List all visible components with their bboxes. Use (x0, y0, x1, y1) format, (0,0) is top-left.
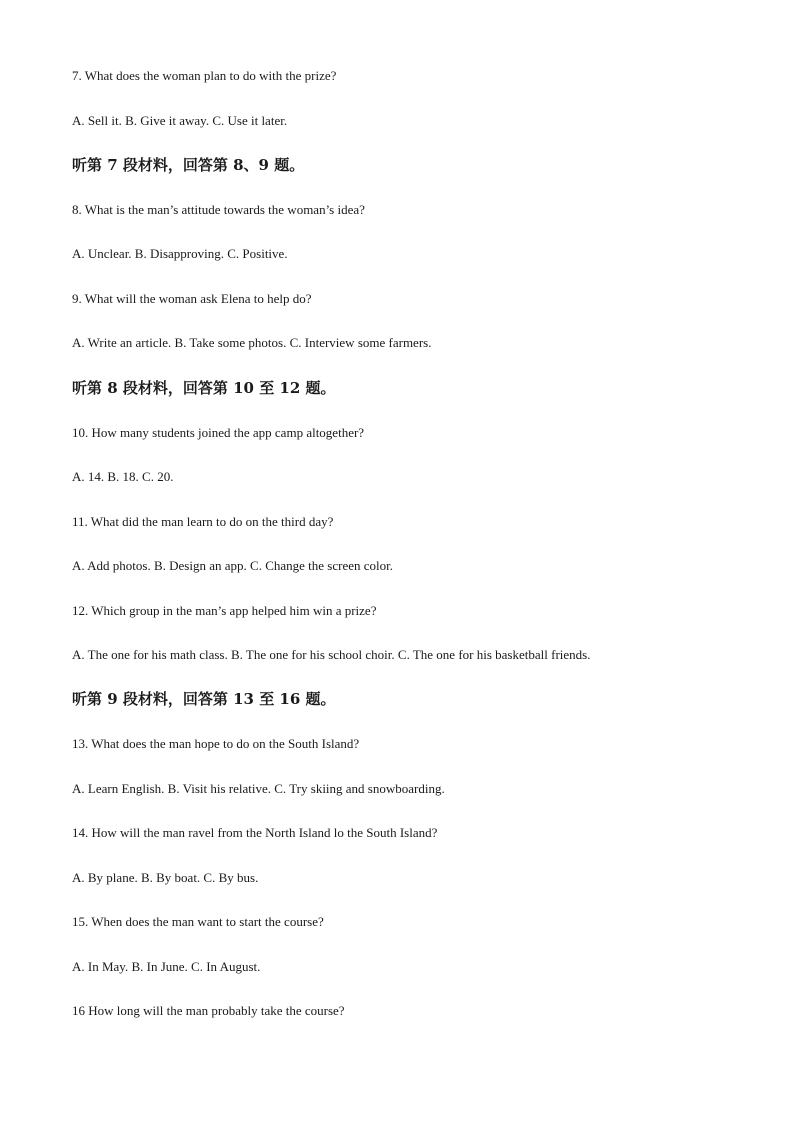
options-14: A. By plane. B. By boat. C. By bus. (72, 870, 259, 885)
question-16: 16 How long will the man probably take the course? (72, 1003, 345, 1018)
question-10: 10. How many students joined the app camp altogether? (72, 425, 365, 440)
options-10: A. 14. B. 18. C. 20. (72, 469, 174, 484)
section-heading-passage-7: 听第 7 段材料，回答第 8、9 题。 (72, 156, 305, 174)
question-12: 12. Which group in the man’s app helped him win a prize? (72, 603, 377, 618)
options-11: A. Add photos. B. Design an app. C. Change the screen color. (72, 558, 393, 573)
section-heading-passage-8: 听第 8 段材料，回答第 10 至 12 题。 (72, 379, 336, 397)
question-9: 9. What will the woman ask Elena to help do? (72, 291, 312, 306)
section-heading-passage-9: 听第 9 段材料，回答第 13 至 16 题。 (72, 690, 336, 708)
options-7: A. Sell it. B. Give it away. C. Use it later. (72, 113, 288, 128)
options-12: A. The one for his math class. B. The one for his school choir. C. The one for his basketball friends. (72, 647, 591, 662)
options-15: A. In May. B. In June. C. In August. (72, 959, 261, 974)
question-11: 11. What did the man learn to do on the third day? (72, 514, 334, 529)
options-8: A. Unclear. B. Disapproving. C. Positive. (72, 246, 288, 261)
question-14: 14. How will the man ravel from the North Island lo the South Island? (72, 825, 438, 840)
question-15: 15. When does the man want to start the course? (72, 914, 324, 929)
question-7: 7. What does the woman plan to do with the prize? (72, 68, 337, 83)
question-8: 8. What is the man’s attitude towards the woman’s idea? (72, 202, 365, 217)
options-9: A. Write an article. B. Take some photos. C. Interview some farmers. (72, 335, 432, 350)
question-13: 13. What does the man hope to do on the South Island? (72, 736, 360, 751)
options-13: A. Learn English. B. Visit his relative. C. Try skiing and snowboarding. (72, 781, 445, 796)
